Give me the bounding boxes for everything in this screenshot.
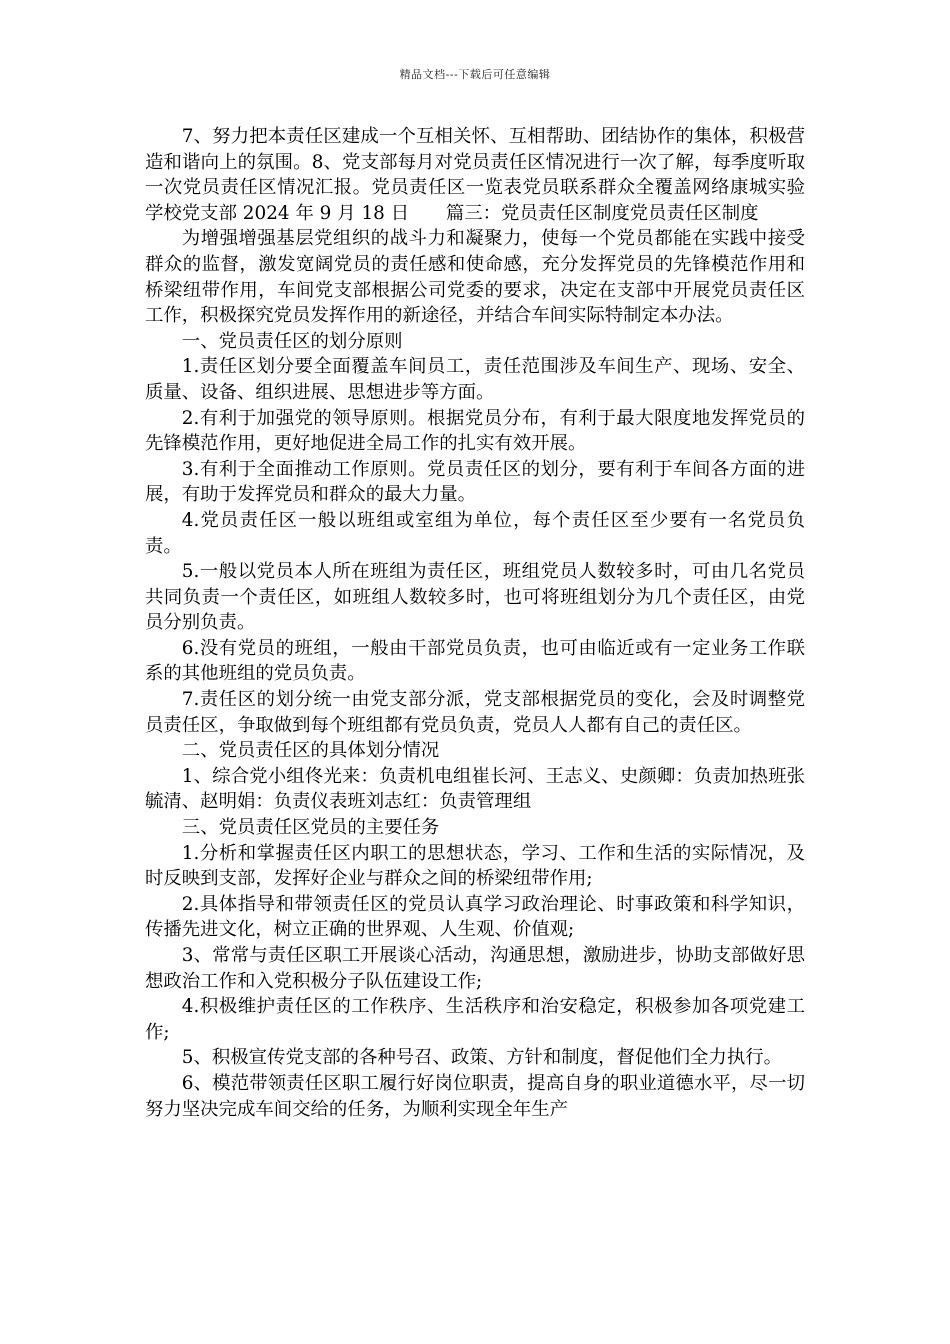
paragraph-purpose: 为增强增强基层党组织的战斗力和凝聚力，使每一个党员都能在实践中接受群众的监督，激发宽阔党员的责任感和使命感，充分发挥党员的先锋模范作用和桥梁纽带作用，车间党支部根据公司党委的要求，决定在支部中开展党员责任区工作，积极探究党员发挥作用的新途径，并结合车间实际特制定本办法。 — [145, 228, 805, 327]
list-item: 3.有利于全面推动工作原则。党员责任区的划分，要有利于车间各方面的进展，有助于发挥党员和群众的最大力量。 — [145, 458, 805, 506]
document-body — [145, 124, 805, 1122]
list-item: 5、积极宣传党支部的各种号召、政策、方针和制度，督促他们全力执行。 — [181, 1047, 782, 1069]
list-item: 6.没有党员的班组，一般由干部党员负责，也可由临近或有一定业务工作联系的其他班组的党员负责。 — [145, 637, 805, 685]
list-item: 1.责任区划分要全面覆盖车间员工，责任范围涉及车间生产、现场、安全、质量、设备、组织进展、思想进步等方面。 — [145, 356, 805, 403]
list-item: 4.党员责任区一般以班组或室组为单位，每个责任区至少要有一名党员负责。 — [145, 509, 805, 557]
section-heading-2: 二、党员责任区的具体划分情况 — [181, 740, 440, 762]
list-item: 7.责任区的划分统一由党支部分派，党支部根据党员的变化，会及时调整党员责任区，争取做到每个班组都有党员负责，党员人人都有自己的责任区。 — [145, 689, 805, 736]
list-item: 5.一般以党员本人所在班组为责任区，班组党员人数较多时，可由几名党员共同负责一个责任区，如班组人数较多时，也可将班组划分为几个责任区，由党员分别负责。 — [145, 561, 805, 634]
list-item: 4.积极维护责任区的工作秩序、生活秩序和治安稳定，积极参加各项党建工作; — [145, 996, 805, 1043]
paragraph-intro-continuation: 7、努力把本责任区建成一个互相关怀、互相帮助、团结协作的集体，积极营造和谐向上的氛围。8、党支部每月对党员责任区情况进行一次了解，每季度听取一次党员责任区情况汇报。党员责任区一览表党员联系群众全覆盖网络康城实验学校党支部 2024 年 9 月 18 日 篇三：党员责任区制度党员责任区制度 — [145, 126, 805, 224]
list-item: 6、模范带领责任区职工履行好岗位职责，提高自身的职业道德水平，尽一切努力坚决完成车间交给的任务，为顺利实现全年生产 — [145, 1072, 805, 1120]
list-item: 1、综合党小组佟光来：负责机电组崔长河、王志义、史颜卿：负责加热班张毓清、赵明娟：负责仪表班刘志红：负责管理组 — [145, 765, 805, 813]
page-header: 精品文档---下载后可任意编辑 — [399, 68, 551, 81]
list-item: 2.有利于加强党的领导原则。根据党员分布，有利于最大限度地发挥党员的先锋模范作用，更好地促进全局工作的扎实有效开展。 — [145, 407, 805, 455]
list-item: 1.分析和掌握责任区内职工的思想状态，学习、工作和生活的实际情况，及时反映到支部，发挥好企业与群众之间的桥梁纽带作用; — [145, 842, 805, 890]
list-item: 2.具体指导和带领责任区的党员认真学习政治理论、时事政策和科学知识，传播先进文化，树立正确的世界观、人生观、价值观; — [145, 893, 805, 941]
list-item: 3、常常与责任区职工开展谈心活动，沟通思想，激励进步，协助支部做好思想政治工作和入党积极分子队伍建设工作; — [145, 945, 805, 992]
section-heading-1: 一、党员责任区的划分原则 — [181, 330, 403, 352]
section-heading-3: 三、党员责任区党员的主要任务 — [181, 817, 440, 839]
